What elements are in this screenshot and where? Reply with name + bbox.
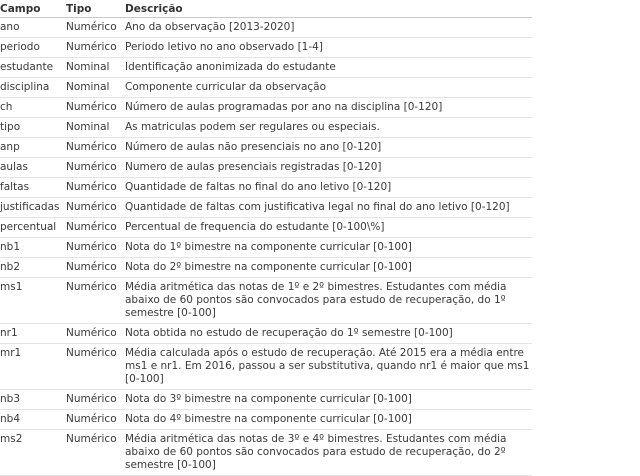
cell-tipo: Numérico: [64, 258, 123, 278]
cell-campo: nb1: [0, 238, 64, 258]
cell-campo: nb4: [0, 410, 64, 430]
cell-campo: aulas: [0, 158, 64, 178]
cell-descricao: Número de aulas não presenciais no ano [0-120]: [123, 138, 532, 158]
cell-campo: ms1: [0, 278, 64, 324]
table-row: [0, 430, 532, 476]
cell-tipo: Numérico: [64, 430, 123, 476]
header-campo: Campo: [0, 0, 64, 18]
cell-descricao: Média calculada após o estudo de recuperação. Até 2015 era a média entre ms1 e nr1. Em 2016, passou a ser substitutiva, quando nr1 é maior que ms1 [0-100]: [123, 344, 532, 390]
cell-descricao: Periodo letivo no ano observado [1-4]: [123, 38, 532, 58]
table-row: [0, 38, 532, 58]
table-row: [0, 158, 532, 178]
cell-tipo: Numérico: [64, 38, 123, 58]
table-row: [0, 98, 532, 118]
header-row: [0, 0, 532, 18]
cell-tipo: Numérico: [64, 198, 123, 218]
header-tipo: Tipo: [64, 0, 123, 18]
cell-tipo: Numérico: [64, 138, 123, 158]
cell-descricao: As matriculas podem ser regulares ou especiais.: [123, 118, 532, 138]
cell-descricao: Nota do 1º bimestre na componente curricular [0-100]: [123, 238, 532, 258]
table-row: [0, 178, 532, 198]
cell-descricao: Número de aulas programadas por ano na disciplina [0-120]: [123, 98, 532, 118]
cell-campo: mr1: [0, 344, 64, 390]
cell-tipo: Numérico: [64, 324, 123, 344]
table-row: [0, 410, 532, 430]
cell-descricao: Nota do 4º bimestre na componente curricular [0-100]: [123, 410, 532, 430]
cell-descricao: Numero de aulas presenciais registradas [0-120]: [123, 158, 532, 178]
cell-tipo: Numérico: [64, 98, 123, 118]
table-row: [0, 324, 532, 344]
cell-campo: anp: [0, 138, 64, 158]
cell-tipo: Numérico: [64, 410, 123, 430]
cell-campo: faltas: [0, 178, 64, 198]
cell-campo: estudante: [0, 58, 64, 78]
cell-tipo: Numérico: [64, 18, 123, 38]
cell-descricao: Média aritmética das notas de 1º e 2º bimestres. Estudantes com média abaixo de 60 pontos são convocados para estudo de recuperação, do 1º semestre [0-100]: [123, 278, 532, 324]
cell-descricao: Percentual de frequencia do estudante [0-100\%]: [123, 218, 532, 238]
cell-campo: periodo: [0, 38, 64, 58]
cell-tipo: Numérico: [64, 278, 123, 324]
cell-tipo: Numérico: [64, 178, 123, 198]
table-row: [0, 138, 532, 158]
cell-descricao: Média aritmética das notas de 3º e 4º bimestres. Estudantes com média abaixo de 60 pontos são convocados para estudo de recuperação, do 2º semestre [0-100]: [123, 430, 532, 476]
cell-descricao: Nota do 2º bimestre na componente curricular [0-100]: [123, 258, 532, 278]
cell-campo: ano: [0, 18, 64, 38]
cell-campo: ch: [0, 98, 64, 118]
cell-campo: nr1: [0, 324, 64, 344]
cell-tipo: Numérico: [64, 238, 123, 258]
table-row: [0, 78, 532, 98]
table-row: [0, 258, 532, 278]
cell-descricao: Quantidade de faltas no final do ano letivo [0-120]: [123, 178, 532, 198]
cell-campo: justificadas: [0, 198, 64, 218]
cell-campo: nb3: [0, 390, 64, 410]
cell-descricao: Nota do 3º bimestre na componente curricular [0-100]: [123, 390, 532, 410]
table-row: [0, 58, 532, 78]
table-row: [0, 18, 532, 38]
cell-campo: disciplina: [0, 78, 64, 98]
cell-campo: percentual: [0, 218, 64, 238]
cell-tipo: Numérico: [64, 390, 123, 410]
table-header: [0, 0, 532, 18]
cell-descricao: Componente curricular da observação: [123, 78, 532, 98]
table-row: [0, 390, 532, 410]
table-row: [0, 218, 532, 238]
cell-campo: tipo: [0, 118, 64, 138]
table-row: [0, 118, 532, 138]
header-descricao: Descrição: [123, 0, 532, 18]
table-row: [0, 238, 532, 258]
cell-descricao: Nota obtida no estudo de recuperação do 1º semestre [0-100]: [123, 324, 532, 344]
table-body: [0, 18, 532, 476]
cell-tipo: Nominal: [64, 118, 123, 138]
table-row: [0, 344, 532, 390]
cell-tipo: Numérico: [64, 158, 123, 178]
cell-descricao: Quantidade de faltas com justificativa legal no final do ano letivo [0-120]: [123, 198, 532, 218]
cell-tipo: Numérico: [64, 218, 123, 238]
cell-campo: nb2: [0, 258, 64, 278]
table-row: [0, 278, 532, 324]
cell-descricao: Identificação anonimizada do estudante: [123, 58, 532, 78]
cell-tipo: Numérico: [64, 344, 123, 390]
table-row: [0, 198, 532, 218]
cell-tipo: Nominal: [64, 58, 123, 78]
cell-tipo: Nominal: [64, 78, 123, 98]
cell-descricao: Ano da observação [2013-2020]: [123, 18, 532, 38]
cell-campo: ms2: [0, 430, 64, 476]
